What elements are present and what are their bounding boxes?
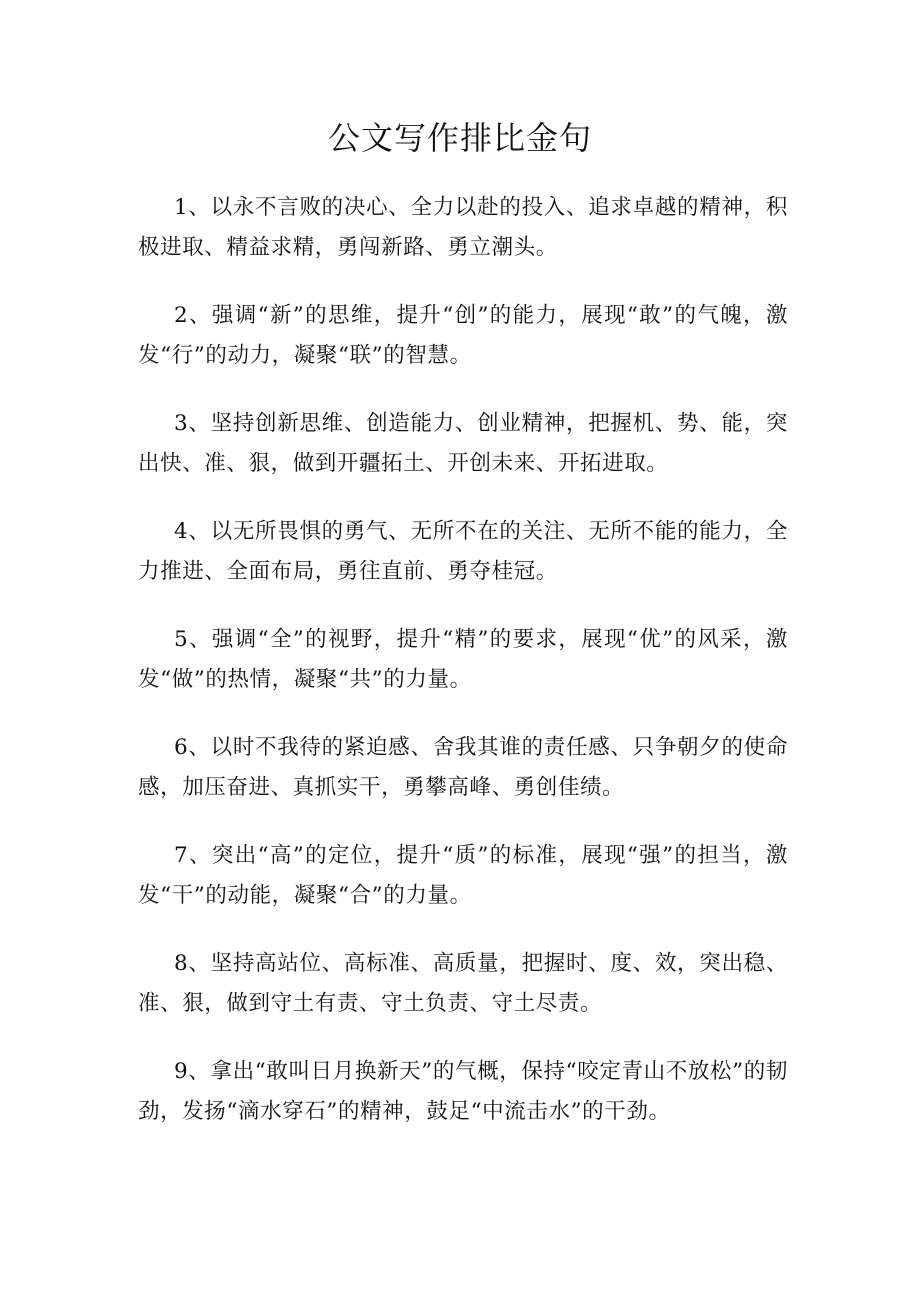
paragraph-7: 7、突出“高”的定位，提升“质”的标准，展现“强”的担当，激发“干”的动能，凝聚“合”的力量。 — [138, 843, 788, 908]
paragraph-1: 1、以永不言败的决心、全力以赴的投入、追求卓越的精神，积极进取、精益求精，勇闯新路、勇立潮头。 — [138, 195, 788, 260]
paragraph-5: 5、强调“全”的视野，提升“精”的要求，展现“优”的风采，激发“做”的热情，凝聚“共”的力量。 — [138, 627, 788, 692]
paragraph-8: 8、坚持高站位、高标准、高质量，把握时、度、效，突出稳、准、狠，做到守土有责、守土负责、守土尽责。 — [138, 951, 788, 1016]
paragraph-6: 6、以时不我待的紧迫感、舍我其谁的责任感、只争朝夕的使命感，加压奋进、真抓实干，勇攀高峰、勇创佳绩。 — [138, 735, 788, 800]
paragraph-4: 4、以无所畏惧的勇气、无所不在的关注、无所不能的能力，全力推进、全面布局，勇往直前、勇夺桂冠。 — [138, 519, 788, 584]
paragraph-2: 2、强调“新”的思维，提升“创”的能力，展现“敢”的气魄，激发“行”的动力，凝聚“联”的智慧。 — [138, 303, 788, 368]
paragraph-3: 3、坚持创新思维、创造能力、创业精神，把握机、势、能，突出快、准、狠，做到开疆拓土、开创未来、开拓进取。 — [138, 411, 788, 476]
document-title: 公文写作排比金句 — [327, 119, 592, 157]
document-body — [138, 188, 788, 1160]
paragraph-9: 9、拿出“敢叫日月换新天”的气概，保持“咬定青山不放松”的韧劲，发扬“滴水穿石”的精神，鼓足“中流击水”的干劲。 — [138, 1059, 788, 1124]
